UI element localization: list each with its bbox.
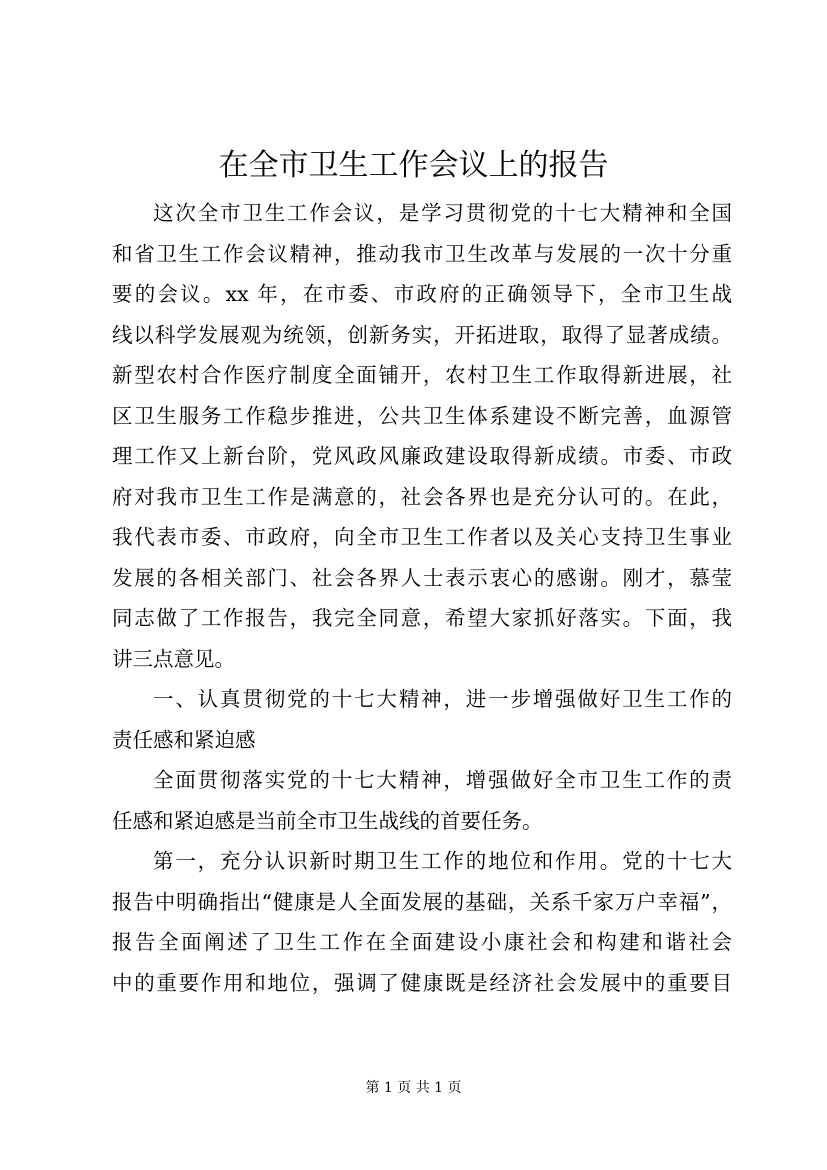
paragraph-line: 府对我市卫生工作是满意的，社会各界也是充分认可的。在此， (112, 484, 732, 509)
paragraph-line: 线以科学发展观为统领，创新务实，开拓进取，取得了显著成绩。 (112, 322, 732, 347)
paragraph-line: 要的会议。xx 年，在市委、市政府的正确领导下，全市卫生战 (112, 282, 732, 306)
paragraph-line: 全面贯彻落实党的十七大精神，增强做好全市卫生工作的责 (153, 768, 732, 792)
paragraph-line: 中的重要作用和地位，强调了健康既是经济社会发展中的重要目 (112, 970, 732, 995)
paragraph-line: 第一，充分认识新时期卫生工作的地位和作用。党的十七大 (153, 849, 732, 873)
paragraph-line: 报告中明确指出“健康是人全面发展的基础，关系千家万户幸福”， (112, 889, 732, 914)
document-body (112, 193, 732, 1003)
section-heading-line: 责任感和紧迫感 (112, 727, 256, 752)
paragraph-line: 同志做了工作报告，我完全同意，希望大家抓好落实。下面，我 (112, 606, 732, 630)
paragraph-line: 新型农村合作医疗制度全面铺开，农村卫生工作取得新进展，社 (112, 363, 732, 387)
paragraph-line: 报告全面阐述了卫生工作在全面建设小康社会和构建和谐社会 (112, 930, 732, 954)
paragraph-line: 理工作又上新台阶，党风政风廉政建设取得新成绩。市委、市政 (112, 444, 732, 468)
paragraph-line: 区卫生服务工作稳步推进，公共卫生体系建设不断完善，血源管 (112, 403, 732, 428)
paragraph-line: 讲三点意见。 (112, 646, 235, 671)
paragraph-line: 发展的各相关部门、社会各界人士表示衷心的感谢。刚才，慕莹 (112, 565, 732, 590)
paragraph-line: 任感和紧迫感是当前全市卫生战线的首要任务。 (112, 808, 543, 833)
paragraph-line: 我代表市委、市政府，向全市卫生工作者以及关心支持卫生事业 (112, 525, 732, 549)
section-heading-line: 一、认真贯彻党的十七大精神，进一步增强做好卫生工作的 (153, 687, 732, 711)
page-number-footer: 第 1 页 共 1 页 (365, 1080, 462, 1096)
paragraph-line: 和省卫生工作会议精神，推动我市卫生改革与发展的一次十分重 (112, 241, 732, 266)
paragraph-line: 这次全市卫生工作会议，是学习贯彻党的十七大精神和全国 (153, 201, 732, 225)
document-title: 在全市卫生工作会议上的报告 (218, 148, 609, 183)
